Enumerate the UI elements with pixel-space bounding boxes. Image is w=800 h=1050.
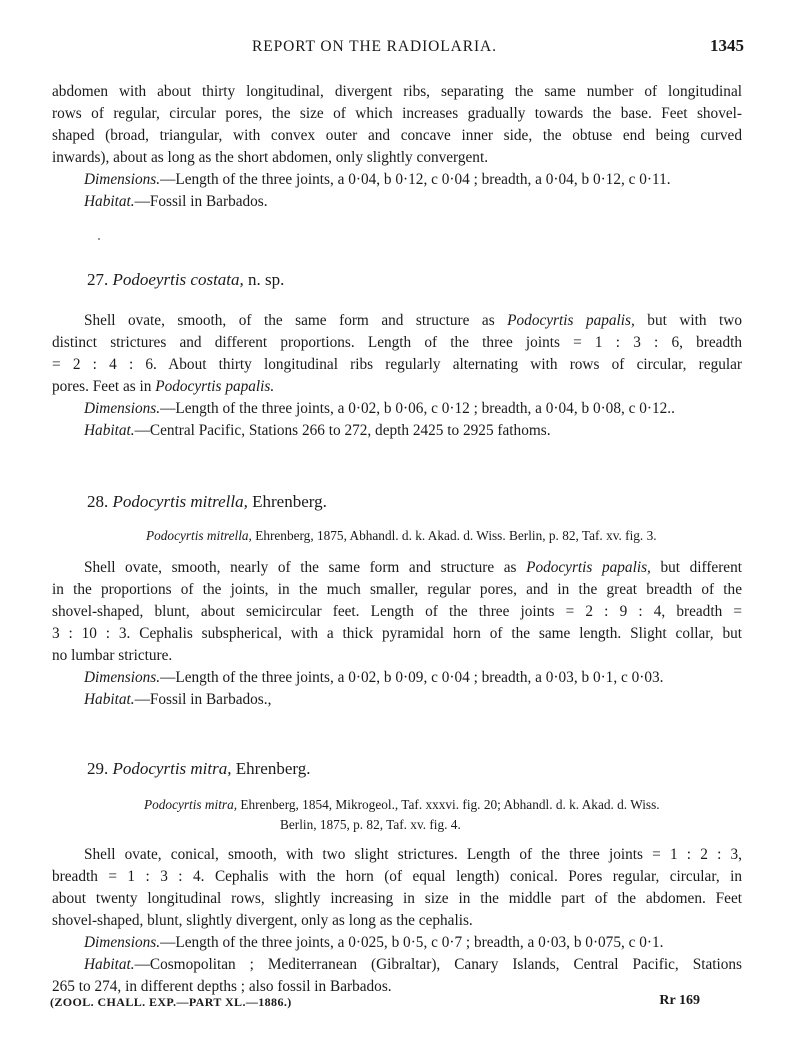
text-line: shovel-shaped, blunt, slightly divergent, only as long as the cephalis. [52, 912, 473, 929]
stray-mark [98, 238, 100, 240]
text-line: in the proportions of the joints, in the much smaller, regular pores, and in the great breadth of the [52, 581, 742, 598]
habitat-line: Habitat.—Central Pacific, Stations 266 to 272, depth 2425 to 2925 fathoms. [84, 422, 551, 439]
text-line: Shell ovate, smooth, of the same form and structure as Podocyrtis papalis, but with two [84, 312, 742, 329]
habitat-line-cont: 265 to 274, in different depths ; also fossil in Barbados. [52, 978, 392, 995]
species-28-citation: Podocyrtis mitrella, Ehrenberg, 1875, Abhandl. d. k. Akad. d. Wiss. Berlin, p. 82, Taf. xv. fig. 3. [146, 528, 657, 543]
text-line: distinct strictures and different proportions. Length of the three joints = 1 : 3 : 6, breadth [52, 334, 742, 351]
page-number: 1345 [710, 36, 744, 55]
species-28-description [52, 557, 742, 711]
footer-citation: (ZOOL. CHALL. EXP.—PART XL.—1886.) [50, 995, 292, 1009]
text-line: pores. Feet as in Podocyrtis papalis. [52, 378, 275, 395]
species-28-heading: 28. Podocyrtis mitrella, Ehrenberg. [87, 492, 327, 511]
text-line: Shell ovate, smooth, nearly of the same form and structure as Podocyrtis papalis, but different [84, 559, 742, 576]
habitat-line: Habitat.—Cosmopolitan ; Mediterranean (Gibraltar), Canary Islands, Central Pacific, Stations [84, 956, 742, 973]
text-line: no lumbar stricture. [52, 647, 173, 664]
text-line: abdomen with about thirty longitudinal, divergent ribs, separating the same number of longitudinal [52, 83, 742, 100]
dimensions-line: Dimensions.—Length of the three joints, a 0·04, b 0·12, c 0·04 ; breadth, a 0·04, b 0·12, c 0·11. [84, 171, 671, 188]
running-head: REPORT ON THE RADIOLARIA. [252, 38, 497, 55]
species-29-description [52, 844, 742, 998]
species-29-heading: 29. Podocyrtis mitra, Ehrenberg. [87, 759, 311, 778]
text-line: inwards), about as long as the short abdomen, only slightly convergent. [52, 149, 489, 166]
text-line: rows of regular, circular pores, the size of which increases gradually towards the base. Feet shovel- [52, 105, 742, 122]
species-27-heading: 27. Podoeyrtis costata, n. sp. [87, 270, 285, 289]
dimensions-line: Dimensions.—Length of the three joints, a 0·025, b 0·5, c 0·7 ; breadth, a 0·03, b 0·075, c 0·1. [84, 934, 664, 951]
species-29-citation: Podocyrtis mitra, Ehrenberg, 1854, Mikrogeol., Taf. xxxvi. fig. 20; Abhandl. d. k. Akad. d. Wiss. Berlin, 1875, p. 82, Taf. xv. fig. 4. [144, 797, 660, 832]
habitat-line: Habitat.—Fossil in Barbados., [84, 691, 272, 708]
dimensions-label: Dimensions. [84, 171, 161, 188]
text-line: about twenty longitudinal rows, slightly increasing in size in the middle part of the abdomen. Feet [52, 890, 742, 907]
text-line: shaped (broad, triangular, with convex outer and concave inner side, the obtuse end being curved [52, 127, 742, 144]
dimensions-line: Dimensions.—Length of the three joints, a 0·02, b 0·09, c 0·04 ; breadth, a 0·03, b 0·1, c 0·03. [84, 669, 664, 686]
intro-paragraph [52, 81, 742, 213]
text-line: Shell ovate, conical, smooth, with two slight strictures. Length of the three joints = 1 : 2 : 3, [84, 846, 742, 863]
text-line: = 2 : 4 : 6. About thirty longitudinal ribs regularly alternating with rows of circular, regular [52, 356, 742, 373]
footer-signature: Rr 169 [659, 993, 700, 1008]
dimensions-line: Dimensions.—Length of the three joints, a 0·02, b 0·06, c 0·12 ; breadth, a 0·04, b 0·08, c 0·12.. [84, 400, 675, 417]
species-27-description [52, 310, 742, 442]
habitat-label: Habitat. [84, 193, 135, 210]
text-line: shovel-shaped, blunt, about semicircular feet. Length of the three joints = 2 : 9 : 4, breadth = [52, 603, 742, 620]
text-line: 3 : 10 : 3. Cephalis subspherical, with a thick pyramidal horn of the same length. Slight collar, but [52, 625, 742, 642]
habitat-line: Habitat.—Fossil in Barbados. [84, 193, 268, 210]
text-line: breadth = 1 : 3 : 4. Cephalis with the horn (of equal length) conical. Pores regular, circular, in [52, 868, 742, 885]
